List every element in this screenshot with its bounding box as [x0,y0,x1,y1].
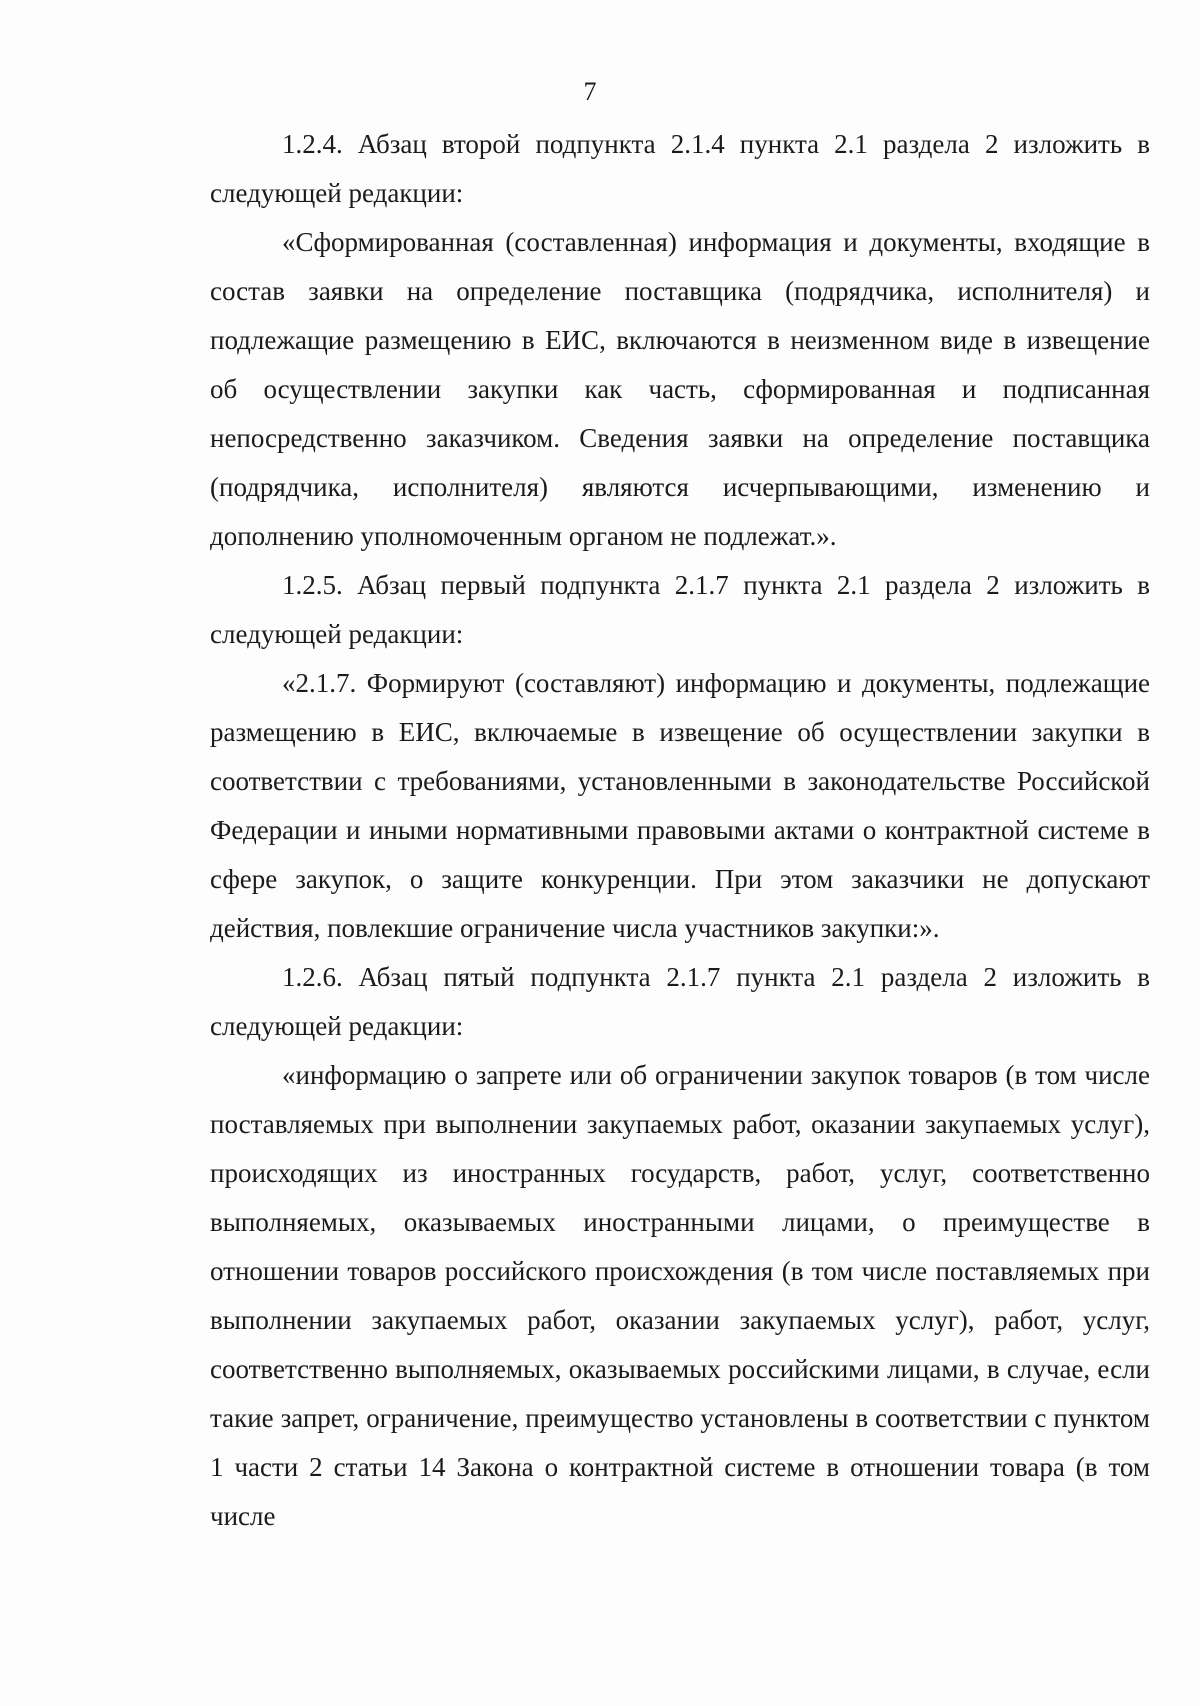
page-number: 7 [583,77,597,106]
paragraph-quote-1-2-4: «Сформированная (составленная) информация и документы, входящие в состав заявки на определение поставщика (подрядчика, исполнителя) и подлежащие размещению в ЕИС, включаются в неизменном виде в извещение об осуществлении закупки как часть, сформированная и подписанная непосредственно заказчиком. Сведения заявки на определение поставщика (подрядчика, исполнителя) являются исчерпывающими, изменению и дополнению уполномоченным органом не подлежат.». [210,227,1150,551]
paragraph-1-2-5: 1.2.5. Абзац первый подпункта 2.1.7 пункта 2.1 раздела 2 изложить в следующей редакции: [210,570,1150,649]
paragraph-quote-information: «информацию о запрете или об ограничении закупок товаров (в том числе поставляемых при выполнении закупаемых работ, оказании закупаемых услуг), происходящих из иностранных государств, работ, услуг, соответственно выполняемых, оказываемых иностранными лицами, о преимуществе в отношении товаров российского происхождения (в том числе поставляемых при выполнении закупаемых работ, оказании закупаемых услуг), работ, услуг, соответственно выполняемых, оказываемых российскими лицами, в случае, если такие запрет, ограничение, преимущество установлены в соответствии с пунктом 1 части 2 статьи 14 Закона о контрактной системе в отношении товара (в том числе [210,1060,1150,1531]
paragraph-1-2-4: 1.2.4. Абзац второй подпункта 2.1.4 пункта 2.1 раздела 2 изложить в следующей редакции: [210,129,1150,208]
document-body [210,120,1150,1541]
paragraph-quote-2-1-7: «2.1.7. Формируют (составляют) информацию и документы, подлежащие размещению в ЕИС, включаемые в извещение об осуществлении закупки в соответствии с требованиями, установленными в законодательстве Российской Федерации и иными нормативными правовыми актами о контрактной системе в сфере закупок, о защите конкуренции. При этом заказчики не допускают действия, повлекшие ограничение числа участников закупки:». [210,668,1150,943]
paragraph-1-2-6: 1.2.6. Абзац пятый подпункта 2.1.7 пункта 2.1 раздела 2 изложить в следующей редакции: [210,962,1150,1041]
